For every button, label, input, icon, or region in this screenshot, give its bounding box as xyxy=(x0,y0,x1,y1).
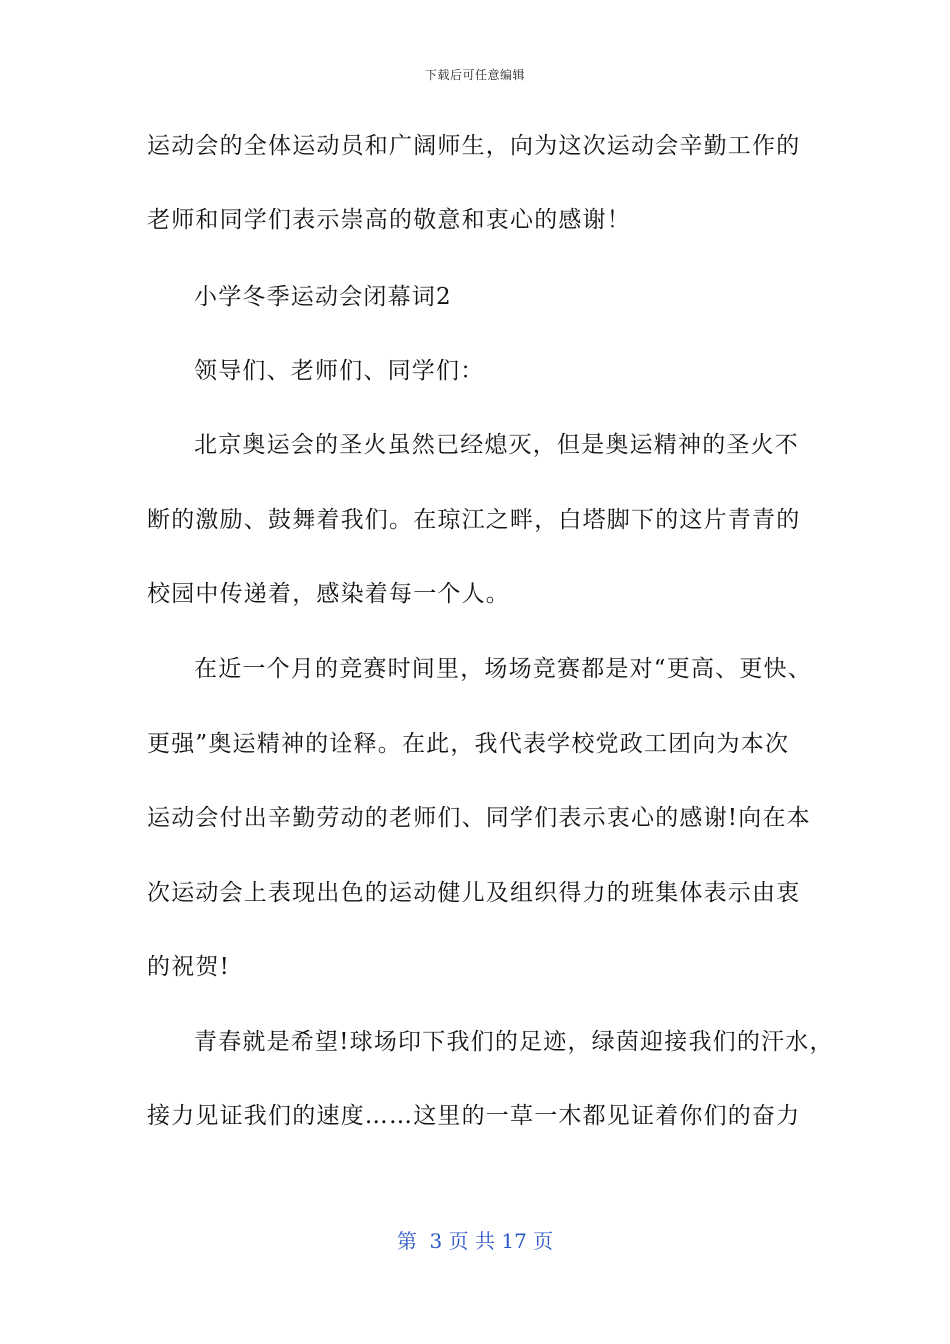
text-line: 老师和同学们表示崇高的敬意和衷心的感谢！ xyxy=(147,207,631,233)
text-line: 青春就是希望!球场印下我们的足迹，绿茵迎接我们的汗水， xyxy=(194,1029,834,1055)
salutation: 领导们、老师们、同学们： xyxy=(194,358,485,384)
text-line: 校园中传递着，感染着每一个人。 xyxy=(147,581,510,607)
text-line: 北京奥运会的圣火虽然已经熄灭，但是奥运精神的圣火不 xyxy=(194,432,799,458)
header-note: 下载后可任意编辑 xyxy=(424,68,525,82)
text-line: 的祝贺! xyxy=(147,954,231,980)
page-number: 第 3 页 共 17 页 xyxy=(396,1229,554,1253)
text-line: 在近一个月的竞赛时间里，场场竞赛都是对“更高、更快、 xyxy=(194,656,812,682)
text-line: 运动会付出辛勤劳动的老师们、同学们表示衷心的感谢!向在本 xyxy=(147,805,811,831)
text-line: 运动会的全体运动员和广阔师生，向为这次运动会辛勤工作的 xyxy=(147,133,801,159)
text-line: 次运动会上表现出色的运动健儿及组织得力的班集体表示由衷 xyxy=(147,880,801,906)
section-heading: 小学冬季运动会闭幕词2 xyxy=(194,284,452,310)
text-line: 更强”奥运精神的诠释。在此，我代表学校党政工团向为本次 xyxy=(147,731,790,757)
text-line: 接力见证我们的速度……这里的一草一木都见证着你们的奋力 xyxy=(147,1103,801,1129)
text-line: 断的激励、鼓舞着我们。在琼江之畔，白塔脚下的这片青青的 xyxy=(147,507,801,533)
